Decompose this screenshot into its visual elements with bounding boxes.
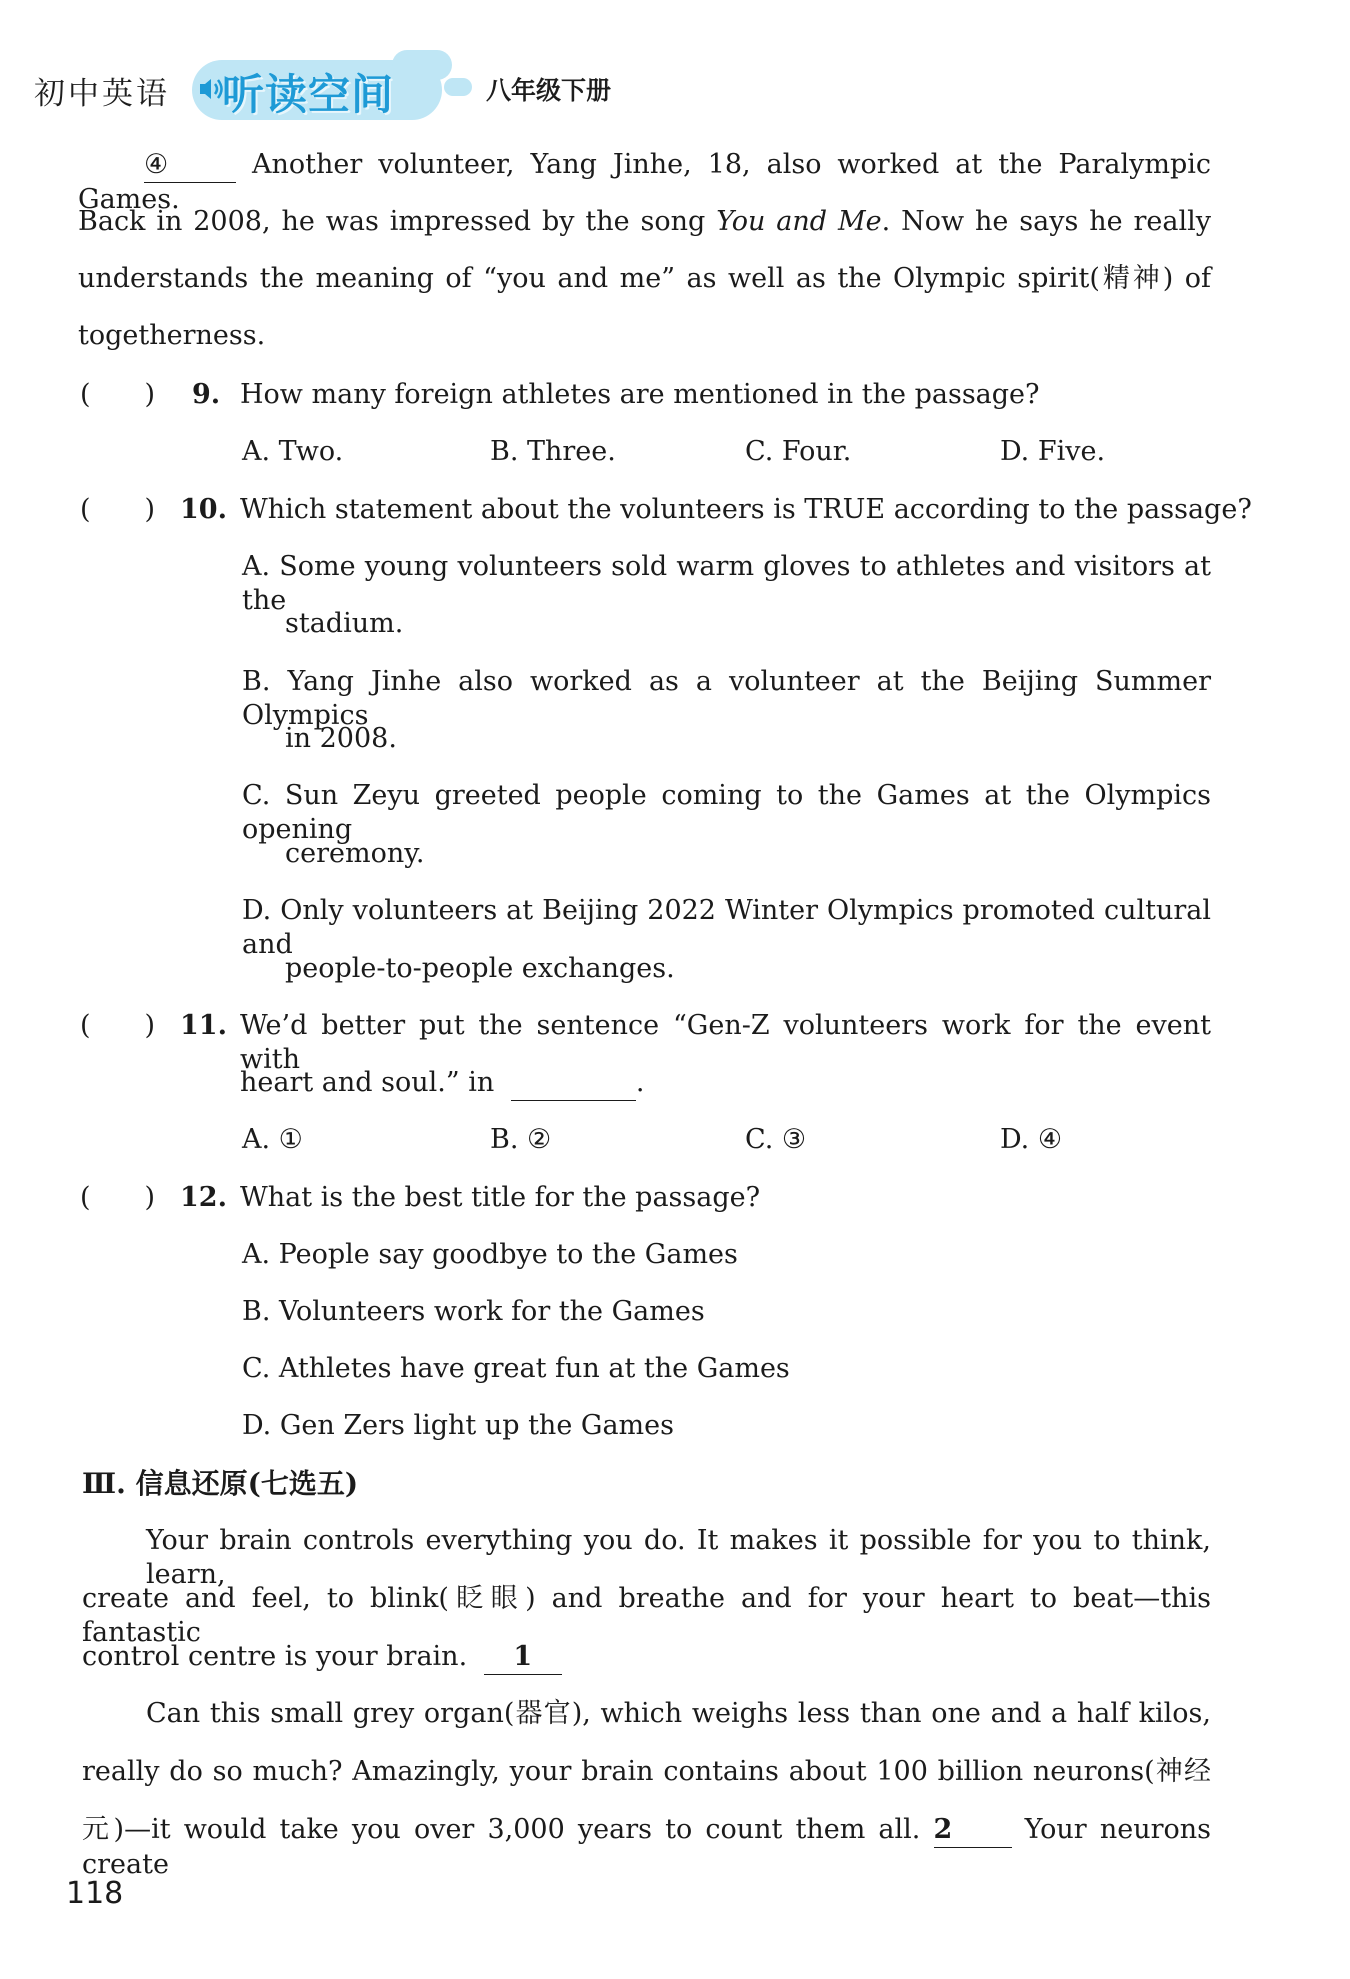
paragraph-line: Can this small grey organ(器官), which weighs less than one and a half kilos, xyxy=(146,1698,1211,1729)
question-11-text: We’d better put the sentence “Gen-Z volunteers work for the event with xyxy=(240,1010,1211,1075)
answer-bracket[interactable]: ( ) xyxy=(80,494,156,525)
option-b: B. Volunteers work for the Games xyxy=(242,1296,705,1327)
option-a: A. Two. xyxy=(242,436,344,467)
option-b-cont: in 2008. xyxy=(285,723,397,754)
paragraph-line: 元)—it would take you over 3,000 years to count them all. 2 Your neurons create xyxy=(82,1814,1211,1880)
option-a-cont: stadium. xyxy=(285,608,404,639)
option-b: B. Yang Jinhe also worked as a volunteer at the Beijing Summer Olympics xyxy=(242,666,1211,731)
passage-text: Another volunteer, Yang Jinhe, 18, also worked at the Paralympic Games. xyxy=(78,149,1211,215)
paragraph-line: control centre is your brain. 1 xyxy=(82,1640,562,1675)
passage-line: Back in 2008, he was impressed by the song You and Me. Now he says he really xyxy=(78,206,1211,237)
option-a: A. ① xyxy=(242,1124,303,1155)
question-12-number: 12. xyxy=(180,1182,227,1213)
grade-mark xyxy=(444,78,472,96)
option-d: D. Only volunteers at Beijing 2022 Winter Olympics promoted cultural and xyxy=(242,895,1211,960)
blank-4: ④ xyxy=(144,148,236,183)
option-d: D. ④ xyxy=(1000,1124,1063,1155)
answer-bracket[interactable]: ( ) xyxy=(80,1010,156,1041)
question-10-text: Which statement about the volunteers is TRUE according to the passage? xyxy=(240,494,1252,525)
option-c: C. ③ xyxy=(745,1124,807,1155)
paragraph-line: really do so much? Amazingly, your brain contains about 100 billion neurons(神经 xyxy=(82,1756,1211,1787)
question-11-text-cont: heart and soul.” in . xyxy=(240,1066,644,1101)
section-title: Ⅲ. 信息还原(七选五) xyxy=(82,1467,359,1500)
option-c: C. Sun Zeyu greeted people coming to the Games at the Olympics opening xyxy=(242,780,1211,845)
series-name: 初中英语 xyxy=(34,76,170,112)
answer-bracket[interactable]: ( ) xyxy=(80,379,156,410)
page-header xyxy=(24,50,684,130)
paragraph-line: create and feel, to blink(眨眼) and breathe and for your heart to beat—this fantastic xyxy=(82,1583,1211,1648)
option-d: D. Five. xyxy=(1000,436,1106,467)
option-a: A. People say goodbye to the Games xyxy=(242,1239,738,1270)
page-number: 118 xyxy=(66,1876,124,1911)
option-c-cont: ceremony. xyxy=(285,838,425,869)
option-d-cont: people-to-people exchanges. xyxy=(285,953,675,984)
passage-line: togetherness. xyxy=(78,320,266,351)
question-10-number: 10. xyxy=(180,494,227,525)
option-a: A. Some young volunteers sold warm gloves to athletes and visitors at the xyxy=(242,551,1211,616)
question-9: 9. xyxy=(192,379,221,410)
paragraph-line: Your brain controls everything you do. It makes it possible for you to think, learn, xyxy=(146,1525,1211,1590)
option-b: B. Three. xyxy=(490,436,616,467)
song-title: You and Me xyxy=(716,206,882,237)
question-12-text: What is the best title for the passage? xyxy=(240,1182,761,1213)
option-c: C. Four. xyxy=(745,436,852,467)
brand-title: 听读空间 xyxy=(222,70,395,119)
sound-wave-icon xyxy=(194,74,224,104)
option-b: B. ② xyxy=(490,1124,552,1155)
option-d: D. Gen Zers light up the Games xyxy=(242,1410,674,1441)
question-9-text: How many foreign athletes are mentioned in the passage? xyxy=(240,379,1040,410)
gap-1[interactable]: 1 xyxy=(484,1640,562,1675)
brand-logo xyxy=(192,50,452,130)
question-11-number: 11. xyxy=(180,1010,227,1041)
option-c: C. Athletes have great fun at the Games xyxy=(242,1353,790,1384)
passage-line: understands the meaning of “you and me” as well as the Olympic spirit(精神) of xyxy=(78,263,1211,294)
answer-bracket[interactable]: ( ) xyxy=(80,1182,156,1213)
gap-2[interactable]: 2 xyxy=(934,1813,1012,1848)
answer-blank[interactable] xyxy=(511,1066,636,1101)
grade-label: 八年级下册 xyxy=(486,76,612,105)
